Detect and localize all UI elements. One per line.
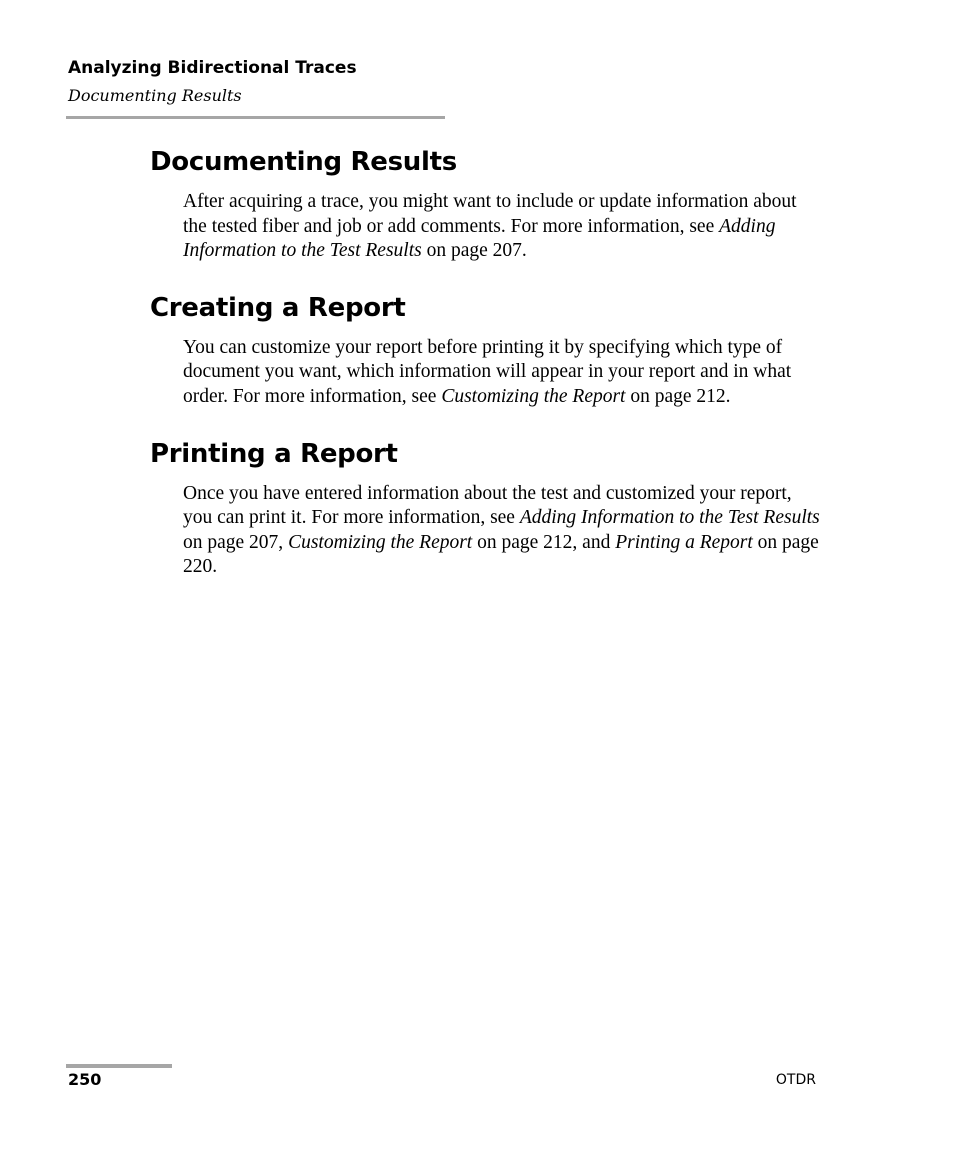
section-creating-a-report: [150, 290, 830, 410]
section-title: Creating a Report: [150, 292, 406, 323]
body-text: on page 207.: [421, 240, 527, 262]
running-header: [68, 57, 448, 107]
running-header-section: Documenting Results: [68, 86, 242, 105]
product-name: OTDR: [775, 1072, 816, 1088]
section-printing-a-report: [150, 436, 830, 580]
body-text: on page 212.: [625, 385, 731, 407]
body-text: on page 207,: [183, 531, 289, 553]
cross-reference-link[interactable]: Printing a Report: [615, 531, 753, 553]
body-text: You can customize your report before printing it by specifying which type of document you want, which information will appear in your report and in what order. For more information, see: [183, 336, 792, 407]
section-body: [183, 190, 823, 264]
cross-reference-link[interactable]: Customizing the Report: [288, 531, 473, 553]
section-documenting-results: [150, 144, 830, 264]
section-body: [183, 482, 823, 580]
body-text: After acquiring a trace, you might want to include or update information about the tested fiber and job or add comments. For more information, see: [183, 191, 797, 237]
body-text: Once you have entered information about the test and customized your report, you can print it. For more information, see: [183, 482, 792, 529]
body-text: on page 212, and: [472, 531, 616, 553]
section-body: [183, 336, 823, 410]
cross-reference-link[interactable]: Adding Information to the Test Results: [519, 507, 820, 529]
header-rule: [66, 116, 445, 119]
body-text: on page 220.: [183, 531, 819, 578]
footer-rule: [66, 1064, 172, 1068]
page-number: 250: [68, 1070, 102, 1089]
page-content: [150, 144, 830, 606]
running-header-chapter: Analyzing Bidirectional Traces: [68, 58, 357, 78]
section-title: Printing a Report: [150, 438, 398, 469]
cross-reference-link[interactable]: Customizing the Report: [441, 385, 626, 407]
section-title: Documenting Results: [150, 147, 457, 177]
cross-reference-link[interactable]: Adding Information to the Test Results: [183, 215, 776, 262]
